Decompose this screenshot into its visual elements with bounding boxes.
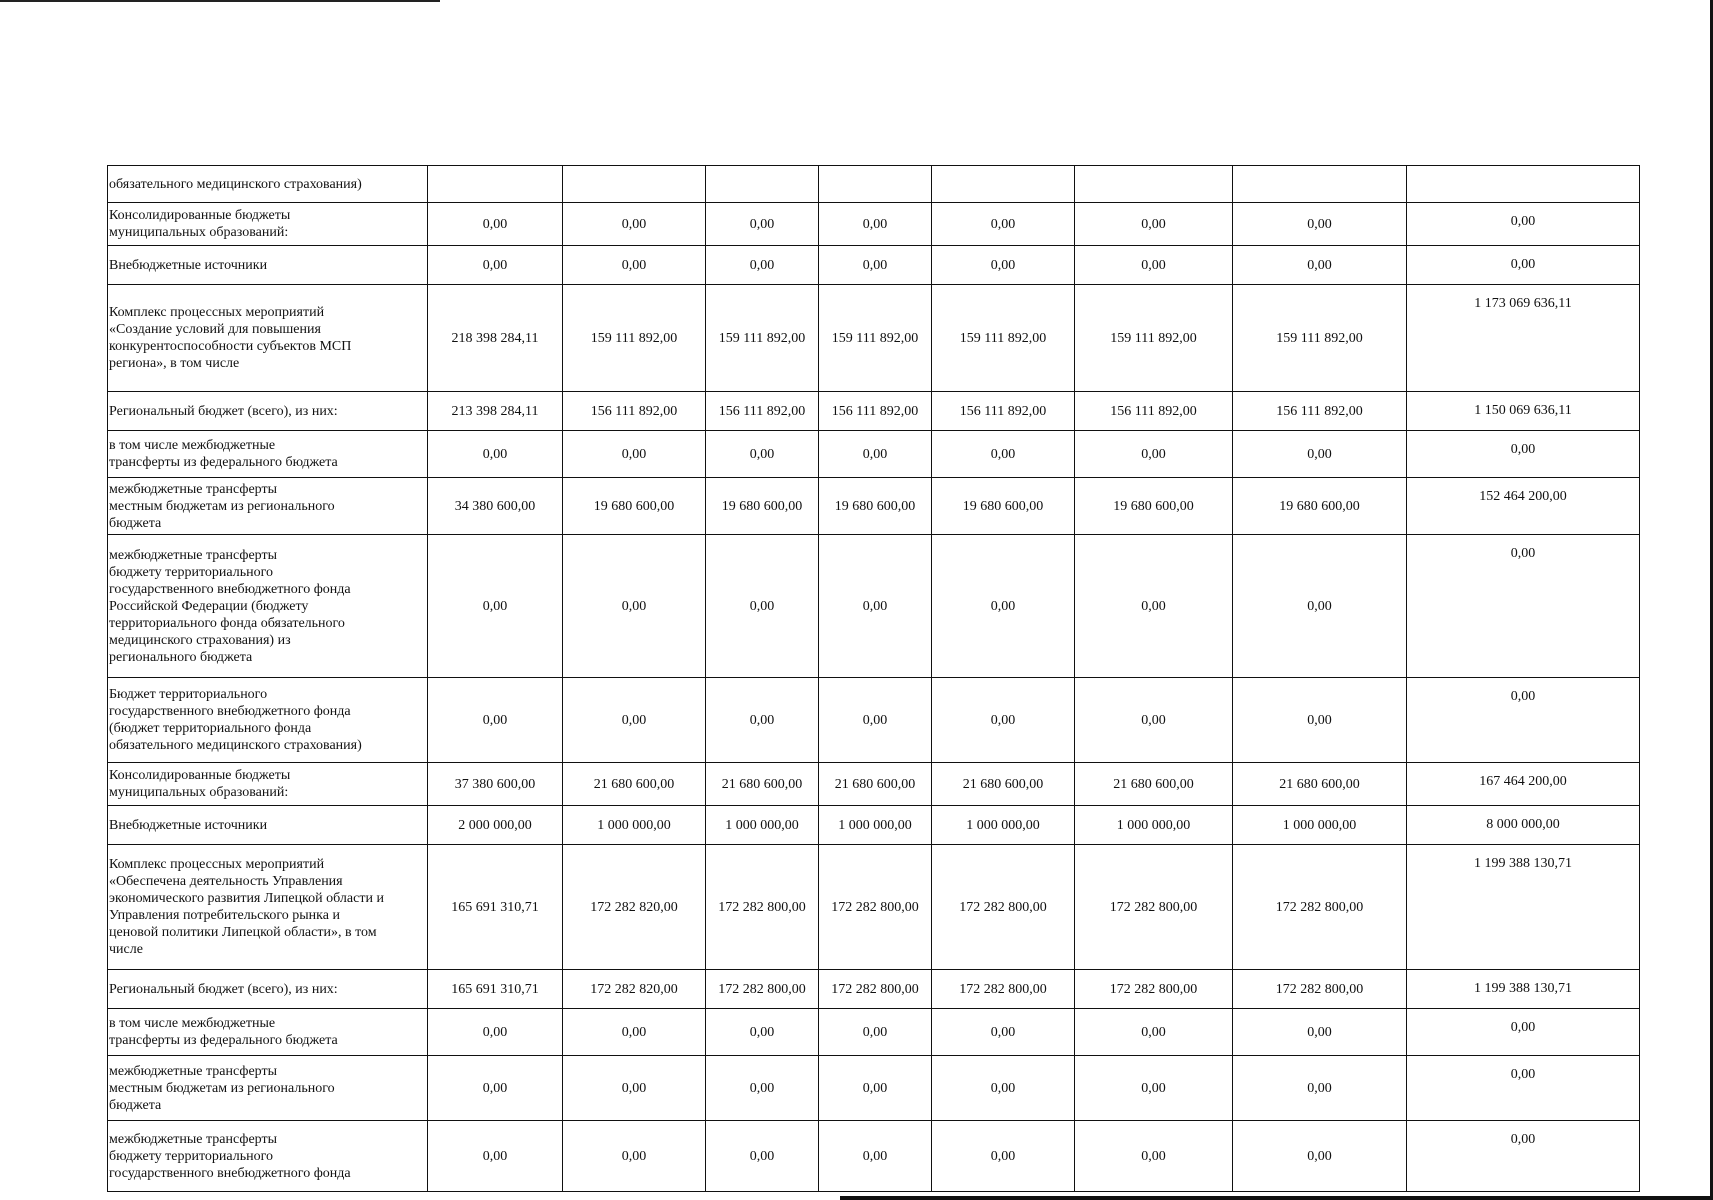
total-value-cell: 0,00 [1407, 431, 1640, 478]
row-label-cell [108, 806, 428, 845]
total-value-cell: 1 199 388 130,71 [1407, 845, 1640, 970]
table-row [108, 246, 1640, 285]
year-value-cell: 165 691 310,71 [428, 970, 563, 1009]
year-value-cell: 159 111 892,00 [932, 285, 1075, 392]
row-label: Комплекс процессных мероприятий «Создание условий для повышения конкурентоспособности субъектов МСП региона», в том числе [109, 305, 352, 371]
year-value-cell: 0,00 [706, 1009, 819, 1056]
total-value-cell: 1 150 069 636,11 [1407, 392, 1640, 431]
year-value-cell: 0,00 [932, 1056, 1075, 1121]
year-value-cell: 0,00 [563, 431, 706, 478]
table-row [108, 806, 1640, 845]
year-value-cell: 156 111 892,00 [1075, 392, 1233, 431]
year-value-cell: 1 000 000,00 [819, 806, 932, 845]
year-value-cell: 19 680 600,00 [706, 478, 819, 535]
year-value-cell: 37 380 600,00 [428, 763, 563, 806]
year-value-cell [563, 166, 706, 203]
row-label-cell [108, 1121, 428, 1192]
budget-table [107, 165, 1640, 1192]
row-label-cell [108, 1056, 428, 1121]
year-value-cell: 0,00 [932, 678, 1075, 763]
year-value-cell: 21 680 600,00 [819, 763, 932, 806]
year-value-cell: 19 680 600,00 [563, 478, 706, 535]
year-value-cell: 0,00 [706, 678, 819, 763]
year-value-cell: 172 282 800,00 [1075, 845, 1233, 970]
year-value-cell: 172 282 800,00 [706, 845, 819, 970]
year-value-cell: 159 111 892,00 [706, 285, 819, 392]
year-value-cell: 0,00 [1075, 1121, 1233, 1192]
year-value-cell: 172 282 820,00 [563, 970, 706, 1009]
row-label: межбюджетные трансферты бюджету территориального государственного внебюджетного фонда [109, 1131, 351, 1181]
year-value-cell: 156 111 892,00 [706, 392, 819, 431]
year-value-cell: 0,00 [1233, 678, 1407, 763]
scan-edge-top [0, 0, 440, 2]
year-value-cell: 172 282 800,00 [1233, 845, 1407, 970]
table-row [108, 763, 1640, 806]
year-value-cell: 0,00 [428, 1056, 563, 1121]
year-value-cell: 0,00 [563, 678, 706, 763]
year-value-cell: 159 111 892,00 [1233, 285, 1407, 392]
year-value-cell: 21 680 600,00 [932, 763, 1075, 806]
scan-edge-bottom [840, 1196, 1713, 1200]
year-value-cell: 165 691 310,71 [428, 845, 563, 970]
year-value-cell [1233, 166, 1407, 203]
total-value-cell: 0,00 [1407, 203, 1640, 246]
year-value-cell: 213 398 284,11 [428, 392, 563, 431]
year-value-cell [706, 166, 819, 203]
row-label: Консолидированные бюджеты муниципальных образований: [109, 768, 291, 800]
year-value-cell: 0,00 [932, 203, 1075, 246]
year-value-cell: 0,00 [819, 1121, 932, 1192]
year-value-cell: 2 000 000,00 [428, 806, 563, 845]
year-value-cell: 218 398 284,11 [428, 285, 563, 392]
year-value-cell: 0,00 [1233, 1056, 1407, 1121]
row-label-cell [108, 203, 428, 246]
total-value-cell: 1 173 069 636,11 [1407, 285, 1640, 392]
year-value-cell: 0,00 [428, 535, 563, 678]
table-row [108, 845, 1640, 970]
year-value-cell: 1 000 000,00 [1075, 806, 1233, 845]
row-label-cell [108, 246, 428, 285]
row-label-cell [108, 285, 428, 392]
total-value-cell: 0,00 [1407, 535, 1640, 678]
table-row [108, 392, 1640, 431]
row-label-cell [108, 1009, 428, 1056]
year-value-cell: 172 282 800,00 [706, 970, 819, 1009]
table-row [108, 970, 1640, 1009]
year-value-cell: 0,00 [819, 678, 932, 763]
year-value-cell: 19 680 600,00 [932, 478, 1075, 535]
year-value-cell: 156 111 892,00 [1233, 392, 1407, 431]
total-value-cell: 167 464 200,00 [1407, 763, 1640, 806]
year-value-cell: 1 000 000,00 [1233, 806, 1407, 845]
row-label: Внебюджетные источники [109, 257, 268, 273]
year-value-cell: 0,00 [706, 203, 819, 246]
table-row [108, 285, 1640, 392]
row-label: обязательного медицинского страхования) [109, 176, 362, 192]
year-value-cell: 159 111 892,00 [819, 285, 932, 392]
year-value-cell: 0,00 [428, 246, 563, 285]
total-value-cell: 1 199 388 130,71 [1407, 970, 1640, 1009]
year-value-cell: 0,00 [1233, 535, 1407, 678]
year-value-cell: 21 680 600,00 [563, 763, 706, 806]
table-row [108, 431, 1640, 478]
year-value-cell: 0,00 [563, 535, 706, 678]
table-row [108, 1009, 1640, 1056]
row-label: межбюджетные трансферты местным бюджетам из регионального бюджета [109, 1063, 335, 1113]
year-value-cell: 21 680 600,00 [1075, 763, 1233, 806]
budget-table-wrapper [107, 165, 1640, 1192]
row-label-cell [108, 845, 428, 970]
row-label: Региональный бюджет (всего), из них: [109, 403, 338, 419]
year-value-cell: 19 680 600,00 [1233, 478, 1407, 535]
total-value-cell: 0,00 [1407, 246, 1640, 285]
year-value-cell: 0,00 [563, 1009, 706, 1056]
year-value-cell: 156 111 892,00 [563, 392, 706, 431]
year-value-cell: 0,00 [428, 203, 563, 246]
row-label: в том числе межбюджетные трансферты из федерального бюджета [109, 1016, 338, 1048]
table-row [108, 1121, 1640, 1192]
year-value-cell: 0,00 [428, 431, 563, 478]
year-value-cell: 0,00 [428, 1121, 563, 1192]
budget-table-body [108, 166, 1640, 1192]
year-value-cell: 0,00 [1075, 678, 1233, 763]
year-value-cell: 0,00 [706, 535, 819, 678]
year-value-cell [819, 166, 932, 203]
year-value-cell: 0,00 [819, 1056, 932, 1121]
year-value-cell: 0,00 [1233, 246, 1407, 285]
row-label-cell [108, 431, 428, 478]
year-value-cell: 172 282 800,00 [819, 970, 932, 1009]
year-value-cell: 172 282 800,00 [1075, 970, 1233, 1009]
year-value-cell: 21 680 600,00 [706, 763, 819, 806]
total-value-cell: 0,00 [1407, 1056, 1640, 1121]
year-value-cell: 172 282 800,00 [1233, 970, 1407, 1009]
year-value-cell: 34 380 600,00 [428, 478, 563, 535]
year-value-cell: 0,00 [1233, 203, 1407, 246]
year-value-cell: 0,00 [563, 1056, 706, 1121]
year-value-cell: 172 282 800,00 [932, 845, 1075, 970]
year-value-cell: 0,00 [706, 431, 819, 478]
year-value-cell: 0,00 [819, 431, 932, 478]
row-label: Региональный бюджет (всего), из них: [109, 981, 338, 997]
year-value-cell: 0,00 [819, 1009, 932, 1056]
year-value-cell: 1 000 000,00 [706, 806, 819, 845]
year-value-cell: 0,00 [1233, 1009, 1407, 1056]
year-value-cell: 0,00 [563, 246, 706, 285]
table-row [108, 1056, 1640, 1121]
year-value-cell: 0,00 [932, 431, 1075, 478]
table-row [108, 678, 1640, 763]
year-value-cell: 0,00 [819, 535, 932, 678]
year-value-cell: 19 680 600,00 [1075, 478, 1233, 535]
table-row [108, 535, 1640, 678]
row-label-cell [108, 166, 428, 203]
year-value-cell: 0,00 [1233, 431, 1407, 478]
row-label: межбюджетные трансферты местным бюджетам из регионального бюджета [109, 481, 335, 531]
year-value-cell: 0,00 [1075, 431, 1233, 478]
year-value-cell: 0,00 [819, 203, 932, 246]
year-value-cell: 0,00 [428, 1009, 563, 1056]
year-value-cell: 19 680 600,00 [819, 478, 932, 535]
year-value-cell: 0,00 [1075, 246, 1233, 285]
year-value-cell: 0,00 [932, 1009, 1075, 1056]
year-value-cell: 0,00 [932, 1121, 1075, 1192]
total-value-cell: 0,00 [1407, 1121, 1640, 1192]
row-label-cell [108, 970, 428, 1009]
total-value-cell [1407, 166, 1640, 203]
row-label-cell [108, 392, 428, 431]
year-value-cell: 0,00 [706, 1121, 819, 1192]
year-value-cell: 0,00 [563, 1121, 706, 1192]
row-label: Комплекс процессных мероприятий «Обеспечена деятельность Управления экономического развития Липецкой области и Управления потребительского рынка и ценовой политики Липецкой области», в том числе [109, 857, 384, 957]
year-value-cell [932, 166, 1075, 203]
year-value-cell: 156 111 892,00 [932, 392, 1075, 431]
table-row [108, 166, 1640, 203]
row-label-cell [108, 678, 428, 763]
year-value-cell: 156 111 892,00 [819, 392, 932, 431]
year-value-cell: 0,00 [932, 246, 1075, 285]
row-label: Внебюджетные источники [109, 817, 268, 833]
year-value-cell: 1 000 000,00 [932, 806, 1075, 845]
year-value-cell [1075, 166, 1233, 203]
year-value-cell: 0,00 [706, 246, 819, 285]
year-value-cell: 0,00 [1075, 1009, 1233, 1056]
year-value-cell: 159 111 892,00 [563, 285, 706, 392]
row-label: межбюджетные трансферты бюджету территориального государственного внебюджетного фонда Российской Федерации (бюджету территориального фонда обязательного медицинского страхования) из регионального бюджета [109, 547, 351, 665]
year-value-cell: 172 282 820,00 [563, 845, 706, 970]
year-value-cell: 172 282 800,00 [819, 845, 932, 970]
year-value-cell: 0,00 [428, 678, 563, 763]
row-label: в том числе межбюджетные трансферты из федерального бюджета [109, 438, 338, 470]
year-value-cell: 1 000 000,00 [563, 806, 706, 845]
year-value-cell: 172 282 800,00 [932, 970, 1075, 1009]
year-value-cell: 0,00 [1075, 1056, 1233, 1121]
total-value-cell: 8 000 000,00 [1407, 806, 1640, 845]
row-label-cell [108, 535, 428, 678]
year-value-cell: 0,00 [1233, 1121, 1407, 1192]
table-row [108, 478, 1640, 535]
year-value-cell: 0,00 [1075, 203, 1233, 246]
total-value-cell: 0,00 [1407, 678, 1640, 763]
total-value-cell: 152 464 200,00 [1407, 478, 1640, 535]
total-value-cell: 0,00 [1407, 1009, 1640, 1056]
row-label: Консолидированные бюджеты муниципальных образований: [109, 208, 291, 240]
row-label: Бюджет территориального государственного внебюджетного фонда (бюджет территориального фонда обязательного медицинского страхования) [109, 687, 362, 753]
year-value-cell: 0,00 [563, 203, 706, 246]
row-label-cell [108, 478, 428, 535]
year-value-cell: 159 111 892,00 [1075, 285, 1233, 392]
year-value-cell: 0,00 [706, 1056, 819, 1121]
year-value-cell: 0,00 [932, 535, 1075, 678]
year-value-cell: 0,00 [1075, 535, 1233, 678]
year-value-cell: 21 680 600,00 [1233, 763, 1407, 806]
table-row [108, 203, 1640, 246]
year-value-cell: 0,00 [819, 246, 932, 285]
row-label-cell [108, 763, 428, 806]
year-value-cell [428, 166, 563, 203]
